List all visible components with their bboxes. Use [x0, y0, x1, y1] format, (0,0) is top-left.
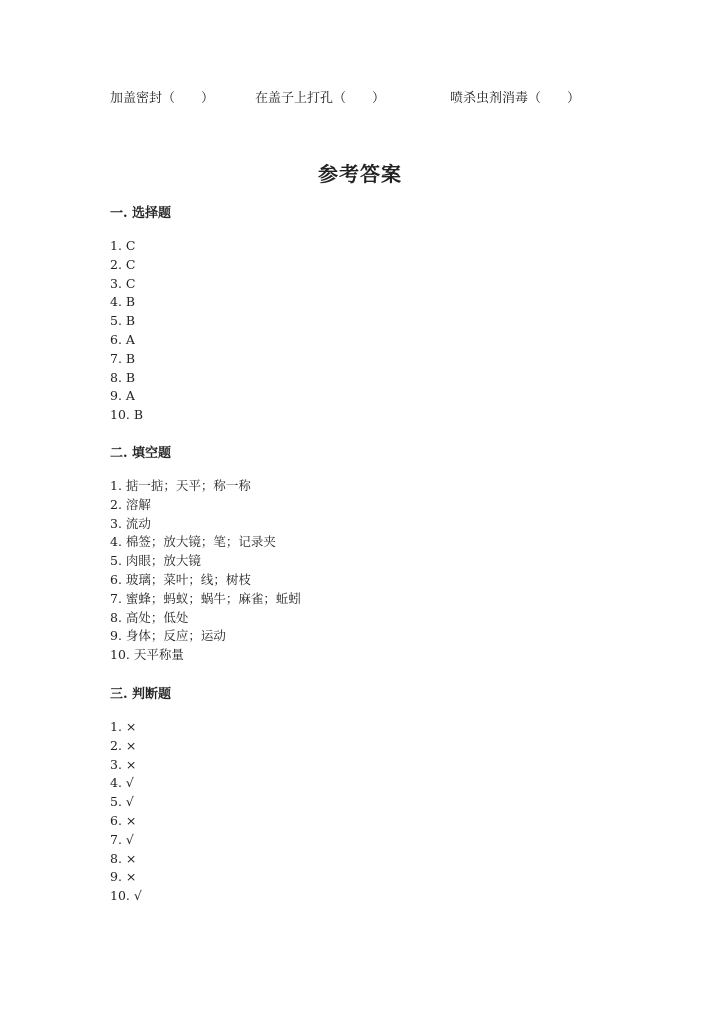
answer-item: 3. C — [110, 275, 136, 291]
question-options-line — [110, 87, 670, 107]
answer-item: 6. 玻璃；菜叶；线；树枝 — [110, 571, 251, 587]
answer-item: 5. √ — [110, 794, 134, 810]
answer-item: 1. C — [110, 238, 136, 253]
answer-item: 7. √ — [110, 831, 134, 847]
section-heading-fill-blank: 二. 填空题 — [110, 446, 172, 461]
answer-item: 7. B — [110, 350, 136, 366]
answer-item: 2. 溶解 — [110, 496, 151, 512]
answer-item: 2. C — [110, 256, 136, 272]
option-punch-holes: 在盖子上打孔（ ） — [255, 91, 386, 106]
answer-item: 4. B — [110, 294, 136, 310]
answer-item: 3. 流动 — [110, 515, 151, 531]
answer-item: 1. × — [110, 719, 137, 734]
page-title: 参考答案 — [318, 162, 402, 186]
option-seal-lid: 加盖密封（ ） — [110, 91, 215, 106]
answer-item: 6. × — [110, 812, 137, 828]
answer-list-fill-blank — [110, 477, 301, 665]
answer-item: 8. × — [110, 850, 137, 866]
answer-item: 10. B — [110, 407, 144, 423]
answer-item: 9. × — [110, 869, 137, 885]
answer-item: 7. 蜜蜂；蚂蚁；蜗牛；麻雀；蚯蚓 — [110, 590, 301, 606]
answer-item: 4. √ — [110, 775, 134, 791]
answer-item: 8. 高处；低处 — [110, 609, 189, 625]
section-heading-choice: 一. 选择题 — [110, 206, 172, 221]
answer-item: 10. 天平称量 — [110, 647, 184, 663]
answer-item: 9. A — [110, 388, 135, 404]
answer-item: 5. B — [110, 313, 136, 329]
answer-item: 5. 肉眼；放大镜 — [110, 553, 201, 569]
answer-item: 8. B — [110, 369, 136, 385]
answer-item: 9. 身体；反应；运动 — [110, 628, 226, 644]
answer-list-true-false — [110, 718, 142, 906]
answer-item: 1. 掂一掂；天平；称一称 — [110, 478, 251, 493]
answer-item: 3. × — [110, 756, 137, 772]
section-heading-true-false: 三. 判断题 — [110, 687, 172, 702]
answer-list-choice — [110, 237, 143, 425]
answer-item: 10. √ — [110, 888, 142, 904]
answer-item: 2. × — [110, 737, 137, 753]
answer-item: 4. 棉签；放大镜；笔；记录夹 — [110, 534, 276, 550]
option-spray-insecticide: 喷杀虫剂消毒（ ） — [450, 91, 581, 106]
answer-item: 6. A — [110, 331, 135, 347]
